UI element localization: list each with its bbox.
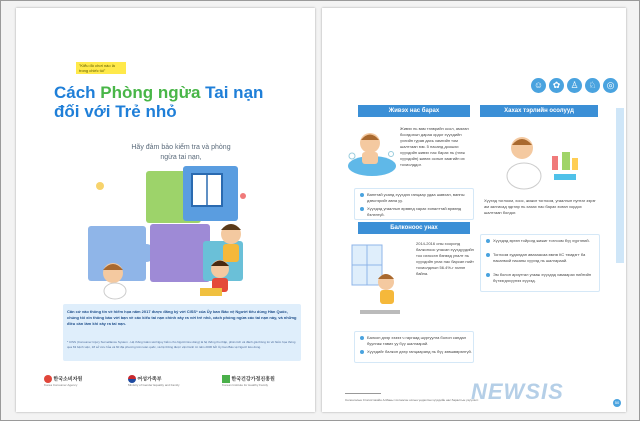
brochure-content-page: [322, 8, 626, 412]
subtitle: Hãy đảm bảo kiểm tra và phòng ngừa tai nạn,: [131, 144, 231, 161]
logo-healthy-family: [222, 375, 275, 387]
drowning-tip: Хүүхдэд угаалгын өрөөнд харах хяналттай өрөөнд бэлэнгүй.: [360, 206, 472, 218]
logo-consumer-agency-mark: [44, 375, 52, 383]
page-number: 50: [614, 400, 620, 405]
balcony-tip: Балкон дээр хэзээ ч гаргаад шургуулга болон сандал буулгаж тавих уу бүү шалгаарай.: [360, 335, 472, 347]
choking-tip: Тоглоом худалдан авахаасаа өмнө КС тэмдэгт ба насанмой насаны хүүхэд нь шалгараай.: [486, 252, 598, 264]
brochure-cover-page: [16, 8, 315, 412]
title-line-2: đối với Trẻ nhỏ: [54, 102, 177, 121]
logo-healthy-family-name: 한국건강가정진흥원: [231, 376, 275, 383]
logo-ministry-mark: [128, 375, 136, 383]
walking-icon: ♙: [567, 78, 582, 93]
news-watermark: NEWSIS: [471, 379, 564, 404]
section-drowning-text: Живэх нь вам тээврийн осол, амьтан боогдохын дараа ордог хүүхдийн үхлийн гурав дахь хамгийн том шалтгаан юм. 5 насанд доошхи хүүхдийн живэх нас барах нь (нэгж хүүхдийн) живэх ослын хамгийн их тохиолддог.: [400, 126, 469, 167]
footnote-divider: [345, 393, 381, 394]
ciss-footnote: * CISS (Consumer Injury Surveillance System - Hệ thống Giám sát Nguy hiểm cho Người tiêu dùng) là hệ thống thu thập, phân tích và đánh giá thông tin về hiểm họa thông qua 63 bệnh viện, 18 sở cứu hỏa và 60 địa phương trên toàn quốc, và hệ thống được vận hành từ năm 2006 bởi Ủy ban Bảo vệ Người tiêu dùng.: [67, 340, 296, 349]
title-part-2: Phòng ngừa: [100, 83, 201, 102]
logo-consumer-agency-sub: Korea Consumer Agency: [44, 383, 78, 387]
page-title: [54, 83, 263, 121]
puzzle-illustration: [88, 166, 258, 301]
section-drowning-header: Живэх нас барах: [358, 105, 470, 117]
section-balcony-header: Балконоос унах: [358, 222, 470, 234]
title-part-3: Tai nạn: [200, 83, 264, 102]
section-choking-text: Хүүхэд тоглоом, хоос, жижиг тоглоом, угаалгын нунтаг зэрэг ам залгисад эдгээр нь хахах нас барах эсвэл хордох шалтгаан болдог.: [484, 198, 596, 215]
logo-healthy-family-mark: [222, 375, 230, 383]
puzzle-piece-purple: [150, 224, 210, 282]
logo-consumer-agency: [44, 375, 82, 387]
section-choking-header: Хахах тэрлийн осолууд: [480, 105, 598, 117]
drowning-tip: Ваннтай усанд хүүхдээ ганцаар удаа шавхан, ванны дэвсгэрийг авна уу.: [360, 192, 472, 204]
logo-consumer-agency-name: 한국소비자원: [53, 376, 83, 383]
title-part-1: Cách: [54, 83, 101, 102]
logo-ministry-name: 여성가족부: [137, 376, 162, 383]
side-tab: [616, 108, 624, 263]
section-balcony-tips: [354, 331, 474, 363]
choking-tip: Хүүхдэд өргөн тойрогд жижиг тоглоом бүү хүргэний.: [486, 238, 598, 244]
child-2-body: [223, 244, 239, 262]
intro-paragraph: Căn cứ vào thông tin về hiểm họa năm 2017 được đăng ký với CISS* của Ủy ban Bảo vệ Người tiêu dùng Hàn Quốc, chúng tôi xin thông báo với bạn về các kiểu tai nạn chính xảy ra với trẻ nhỏ, cách phòng ngừa các tai nạn này, và những điều cần làm khi xảy ra tai nạn.: [67, 309, 297, 326]
balcony-tip: Хүүхдийг балкон дээр ганцааранд нь бүү зөвшөөрөлгүй.: [360, 349, 472, 355]
tag-badge: "Kiểu đồ chơi nào là trong chiếc túi": [76, 62, 126, 74]
logo-healthy-family-sub: Korean Institute for Healthy Family: [222, 383, 269, 387]
section-drowning-tips: [354, 188, 474, 220]
book-stack: [200, 288, 222, 296]
section-balcony-text: 2014-2016 оны хооронд балконоос унасан хүүхдүүдийн тоо ихэссэн бөгөөд уналт нь хүүхдийн унах нас барсан нийт тохиолдлын 56.4%-г эзлэн байна.: [416, 241, 474, 276]
child-1-body: [104, 283, 126, 299]
logo-ministry-sub: Ministry of Gender Equality and Family: [128, 383, 180, 387]
cycling-icon: ◎: [603, 78, 618, 93]
page-footnote: Солонгосын Статистикийн Албаны тоглаосон ослын үндэслэн хүүхдийн нас баралтын үзүүлэлт.: [345, 398, 479, 402]
running-icon: ♘: [585, 78, 600, 93]
logo-ministry: [128, 375, 180, 387]
intro-info-box: [63, 304, 301, 361]
section-choking-tips: [480, 234, 600, 292]
choking-child-illustration: [492, 126, 587, 196]
choking-tip: Эм болон ариутгал угааж хүүхдэд хамаарах нийтийн бүтээгдэхүүнээ хүүхэд.: [486, 272, 598, 284]
category-icons: [531, 78, 618, 93]
baby-icon: ☺: [531, 78, 546, 93]
balcony-fall-illustration: [350, 240, 410, 320]
bath-child-illustration: [344, 126, 399, 178]
crawling-icon: ✿: [549, 78, 564, 93]
